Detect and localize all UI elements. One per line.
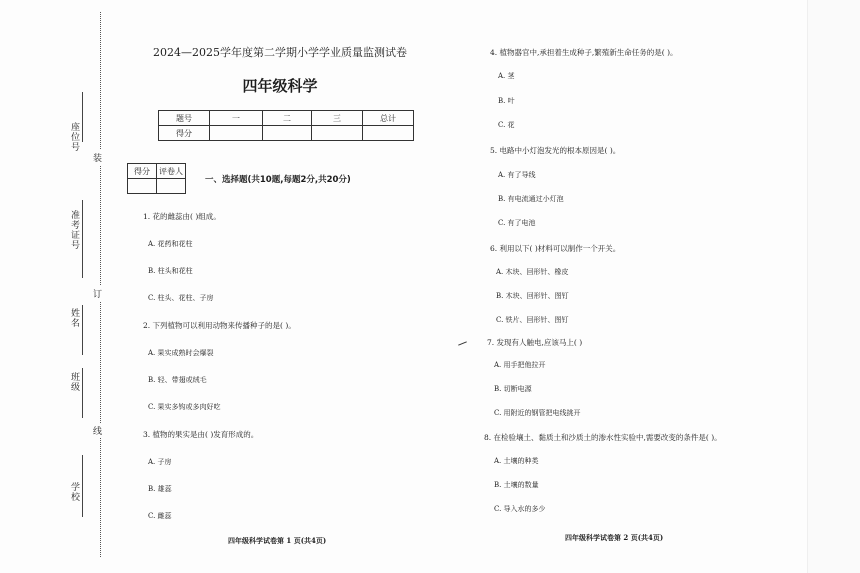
- pencil-tick-mark: [458, 341, 467, 345]
- option-text: A. 花药和花柱: [148, 240, 193, 248]
- grader-header-grader: 评卷人: [157, 164, 186, 179]
- grader-header-score: 得分: [128, 164, 157, 179]
- question-text: 1. 花的雌蕊由( )组成。: [143, 212, 221, 221]
- option-text: B. 土壤的数量: [494, 481, 539, 489]
- score-table-header: 题号: [159, 111, 210, 126]
- option-text: C. 柱头、花柱、子房: [148, 294, 214, 302]
- score-table-header: 一: [210, 111, 263, 126]
- seat-number-field[interactable]: [82, 92, 83, 142]
- score-table-header: 总计: [363, 111, 414, 126]
- score-table: [158, 110, 414, 141]
- name-field[interactable]: [82, 305, 83, 355]
- option-text: C. 花: [498, 121, 515, 129]
- question-text: 6. 利用以下( )材料可以制作一个开关。: [490, 244, 621, 253]
- option-text: B. 轻、带翅或绒毛: [148, 376, 207, 384]
- option-text: C. 有了电池: [498, 219, 536, 227]
- question-text: 4. 植物器官中,承担着生成种子,繁殖新生命任务的是( )。: [490, 48, 678, 57]
- option-text: C. 果实多钩或多肉好吃: [148, 403, 221, 411]
- option-text: B. 雄蕊: [148, 485, 172, 493]
- option-text: C. 铁片、回形针、图钉: [496, 316, 569, 324]
- option-text: C. 雌蕊: [148, 512, 172, 520]
- grader-table: [127, 163, 186, 194]
- option-text: A. 有了导线: [498, 171, 536, 179]
- section-heading: 一、选择题(共10题,每题2分,共20分): [205, 175, 351, 185]
- option-text: B. 叶: [498, 97, 515, 105]
- grader-score-cell[interactable]: [128, 179, 157, 194]
- subject-title: 四年级科学: [242, 77, 318, 95]
- exam-number-field[interactable]: [82, 200, 83, 278]
- option-text: B. 柱头和花柱: [148, 267, 193, 275]
- label-seat-number: 座位号: [69, 122, 79, 152]
- question-text: 2. 下列植物可以利用动物来传播种子的是( )。: [143, 321, 296, 330]
- class-field[interactable]: [82, 368, 83, 418]
- score-cell[interactable]: [210, 126, 263, 141]
- option-text: A. 果实成熟时会爆裂: [148, 349, 214, 357]
- question-text: 3. 植物的果实是由( )发育形成的。: [143, 430, 259, 439]
- option-text: B. 有电流通过小灯泡: [498, 195, 564, 203]
- option-text: A. 木块、回形针、橡皮: [496, 268, 569, 276]
- option-text: C. 用附近的钢管把电线挑开: [494, 409, 581, 417]
- binding-mark-ding: 订: [93, 286, 102, 301]
- binding-dotted-line: [100, 12, 101, 557]
- grader-name-cell[interactable]: [157, 179, 186, 194]
- option-text: A. 土壤的种类: [494, 457, 539, 465]
- score-cell[interactable]: [263, 126, 312, 141]
- score-table-header: 二: [263, 111, 312, 126]
- page-footer-left: 四年级科学试卷第 1 页(共4页): [228, 536, 327, 545]
- label-school: 学校: [69, 482, 79, 502]
- score-cell[interactable]: [312, 126, 363, 141]
- binding-mark-zhuang: 装: [93, 150, 102, 165]
- option-text: A. 茎: [498, 72, 515, 80]
- binding-mark-xian: 线: [93, 423, 102, 438]
- option-text: B. 木块、回形针、图钉: [496, 292, 569, 300]
- score-cell[interactable]: [363, 126, 414, 141]
- score-row-label: 得分: [159, 126, 210, 141]
- option-text: A. 子房: [148, 458, 172, 466]
- label-exam-number: 准考证号: [69, 210, 79, 250]
- question-text: 5. 电路中小灯泡发光的根本原因是( )。: [490, 146, 621, 155]
- question-text: 8. 在检验壤土、黏质土和沙质土的渗水性实验中,需要改变的条件是( )。: [484, 433, 722, 442]
- option-text: C. 导入水的多少: [494, 505, 546, 513]
- page-footer-right: 四年级科学试卷第 2 页(共4页): [565, 533, 664, 542]
- option-text: A. 用手把他拉开: [494, 361, 546, 369]
- score-table-header: 三: [312, 111, 363, 126]
- exam-title: 2024—2025学年度第二学期小学学业质量监测试卷: [153, 46, 407, 59]
- question-text: 7. 发现有人触电,应该马上( ): [487, 338, 583, 347]
- next-page-edge: [807, 0, 860, 573]
- label-name: 姓名: [69, 308, 79, 328]
- label-class: 班级: [69, 372, 79, 392]
- option-text: B. 切断电源: [494, 385, 532, 393]
- school-field[interactable]: [82, 455, 83, 517]
